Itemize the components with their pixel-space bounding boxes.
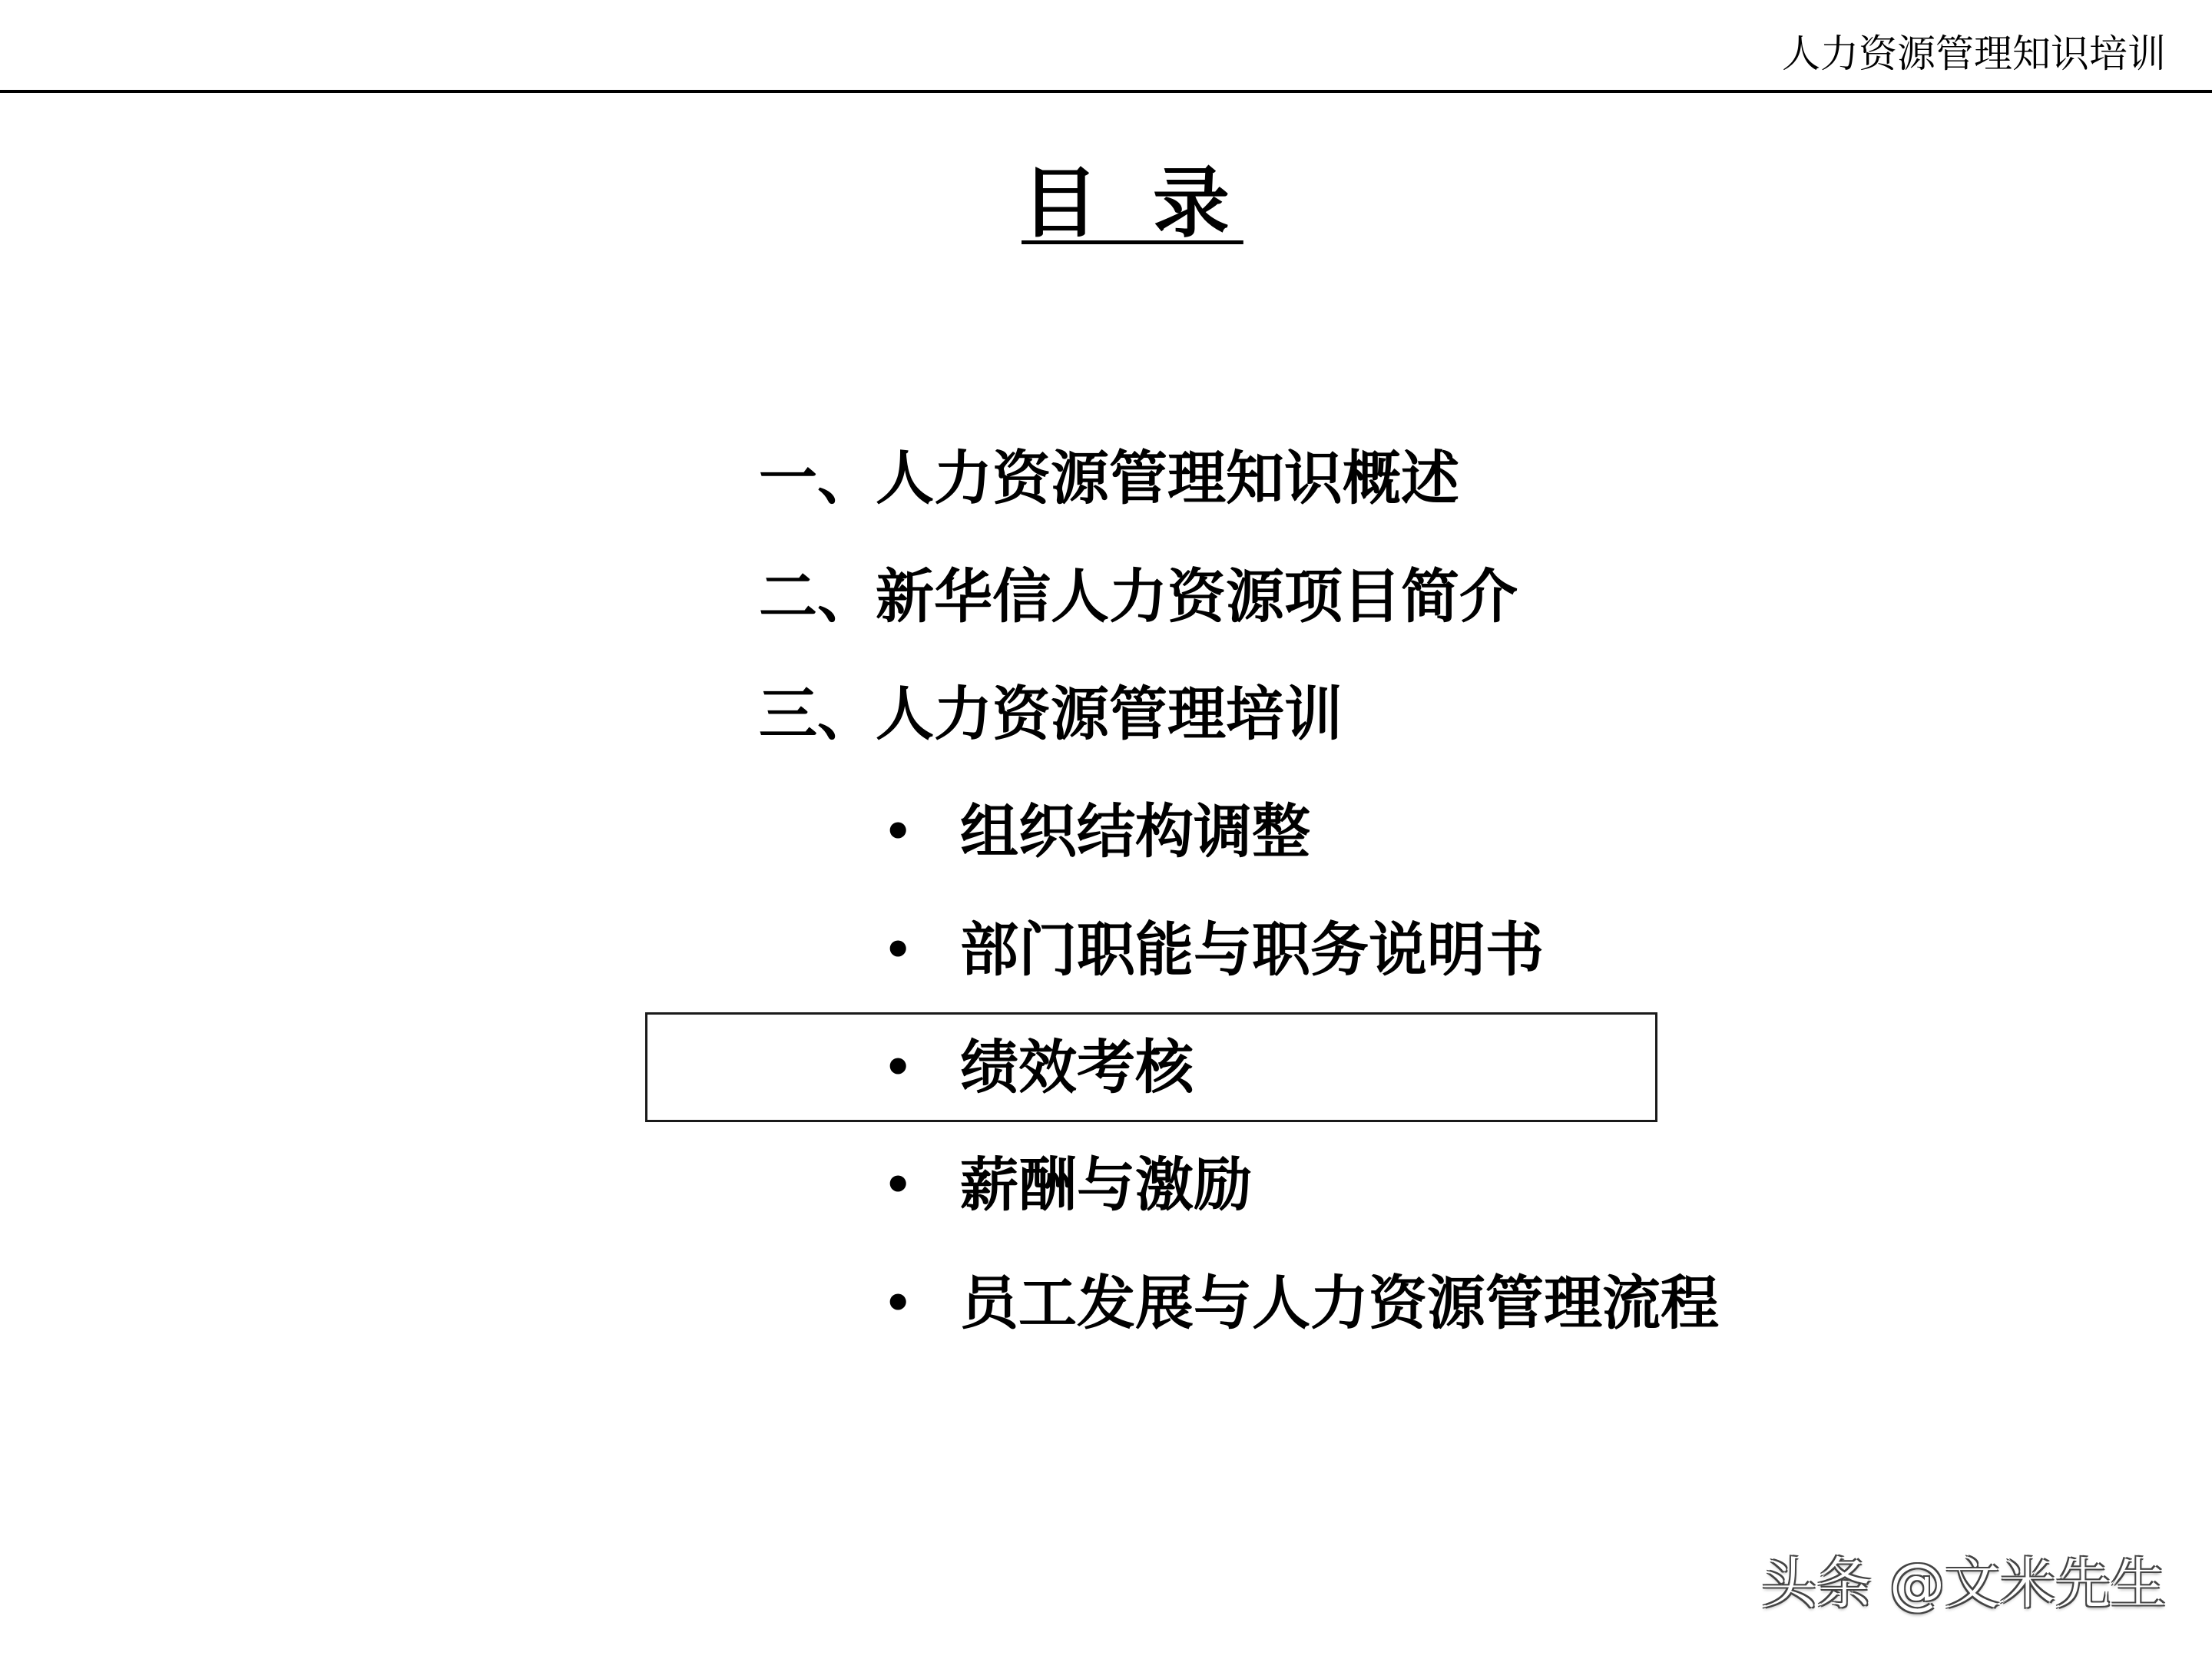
toc-subitem-label: 薪酬与激励 — [960, 1151, 1252, 1219]
bullet-icon: • — [883, 1041, 913, 1094]
watermark: 头条 @文米先生 — [1761, 1551, 2166, 1616]
toc-subitem-label: 部门职能与职务说明书 — [960, 916, 1544, 984]
toc-subitem-label: 员工发展与人力资源管理流程 — [960, 1269, 1719, 1337]
bullet-icon: • — [883, 1277, 913, 1330]
toc-section-2: 二、新华信人力资源项目简介 — [759, 562, 1518, 631]
toc-section-3: 三、人力资源管理培训 — [759, 680, 1343, 748]
toc-heading: 目 录 — [1022, 158, 1243, 248]
header-divider — [0, 90, 2212, 93]
toc-subitem-org-structure — [883, 797, 1310, 866]
bullet-icon: • — [883, 1158, 913, 1212]
toc-subitem-performance — [883, 1033, 1194, 1102]
toc-subitem-label: 组织结构调整 — [960, 797, 1310, 866]
toc-subitem-employee-development — [883, 1269, 1719, 1338]
bullet-icon: • — [883, 923, 913, 977]
toc-subitem-compensation — [883, 1151, 1252, 1220]
toc-section-1: 一、人力资源管理知识概述 — [759, 444, 1459, 512]
header-title: 人力资源管理知识培训 — [1782, 31, 2166, 76]
toc-subitem-job-description — [883, 916, 1544, 985]
bullet-icon: • — [883, 805, 913, 859]
toc-subitem-label: 绩效考核 — [960, 1033, 1194, 1101]
